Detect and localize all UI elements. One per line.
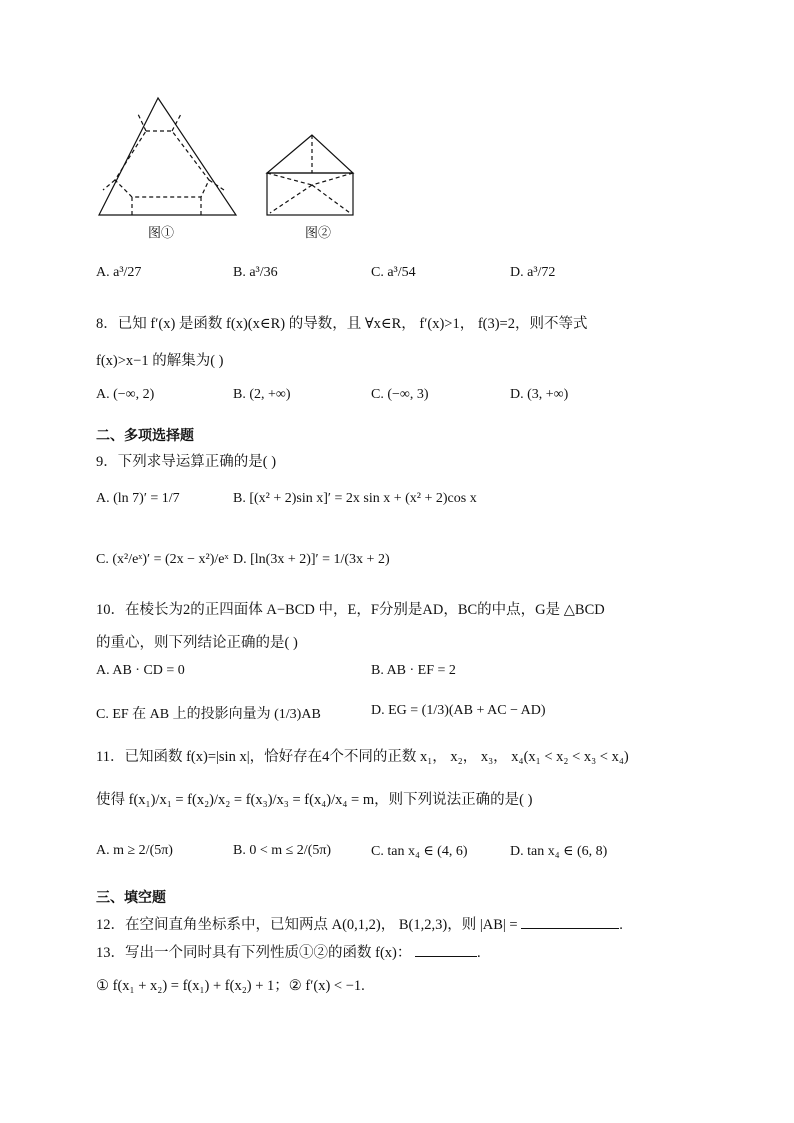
- section-2-heading: 二、多项选择题: [96, 428, 194, 444]
- q13-stem-line1: [96, 941, 481, 962]
- q12-stem: [96, 913, 623, 934]
- q10-option-a: A. AB · CD = 0: [96, 663, 185, 678]
- q10-option-b: B. AB · EF = 2: [371, 663, 456, 678]
- q10-stem-line2: 的重心，则下列结论正确的是( ): [96, 635, 298, 651]
- q11-stem-line1: 11．已知函数 f(x)=|sin x|，恰好存在4个不同的正数 x₁， x₂， x₃， x₄(x₁ < x₂ < x₃ < x₄): [96, 749, 629, 765]
- q8-stem-line1: 8．已知 f′(x) 是函数 f(x)(x∈R) 的导数，且 ∀x∈R， f′(x)>1， f(3)=2，则不等式: [96, 316, 588, 332]
- q11-option-b: B. 0 < m ≤ 2/(5π): [233, 843, 332, 858]
- q7-option-c: C. a³/54: [371, 265, 416, 280]
- q11-stem-line2: 使得 f(x₁)/x₁ = f(x₂)/x₂ = f(x₃)/x₃ = f(x₄)/x₄ = m，则下列说法正确的是( ): [96, 792, 533, 808]
- q11-option-c: C. tan x₄ ∈ (4, 6): [371, 844, 468, 859]
- q8-option-d: D. (3, +∞): [510, 387, 569, 402]
- q11-option-a: A. m ≥ 2/(5π): [96, 843, 173, 858]
- figure-2-label: 图②: [305, 225, 332, 240]
- q12-end: .: [619, 917, 623, 933]
- q10-stem-line1: 10．在棱长为2的正四面体 A−BCD 中，E，F分别是AD，BC的中点，G是 △BCD: [96, 602, 605, 618]
- q8-option-c: C. (−∞, 3): [371, 387, 429, 402]
- q7-option-d: D. a³/72: [510, 265, 556, 280]
- q9-option-d: D. [ln(3x + 2)]′ = 1/(3x + 2): [233, 552, 390, 567]
- geometry-figures: [90, 90, 390, 250]
- figure-1-triangle: [99, 98, 236, 215]
- q10-option-c: C. EF 在 AB 上的投影向量为 (1/3)AB: [96, 707, 321, 722]
- q9-option-c: C. (x²/eˣ)′ = (2x − x²)/eˣ: [96, 552, 229, 567]
- section-3-heading: 三、填空题: [96, 890, 166, 906]
- q8-option-a: A. (−∞, 2): [96, 387, 155, 402]
- figures-area: [90, 90, 390, 250]
- q8-stem-line2: f(x)>x−1 的解集为( ): [96, 353, 224, 369]
- q12-text: 12．在空间直角坐标系中，已知两点 A(0,1,2)， B(1,2,3)，则 |AB| =: [96, 917, 518, 933]
- q13-answer-blank[interactable]: [415, 956, 477, 957]
- q12-answer-blank[interactable]: [521, 928, 619, 929]
- q10-option-d: D. EG = (1/3)(AB + AC − AD): [371, 703, 546, 718]
- q13-text: 13．写出一个同时具有下列性质①②的函数 f(x)：: [96, 945, 412, 961]
- q7-option-a: A. a³/27: [96, 265, 142, 280]
- figure-2-prism: [267, 135, 353, 215]
- q9-option-b: B. [(x² + 2)sin x]′ = 2x sin x + (x² + 2)cos x: [233, 491, 477, 506]
- q11-option-d: D. tan x₄ ∈ (6, 8): [510, 844, 608, 859]
- q9-option-a: A. (ln 7)′ = 1/7: [96, 491, 180, 506]
- q13-end: .: [476, 945, 481, 961]
- q9-stem: 9．下列求导运算正确的是( ): [96, 454, 277, 470]
- figure-1-label: 图①: [148, 225, 175, 240]
- q7-option-b: B. a³/36: [233, 265, 278, 280]
- q13-stem-line2: ① f(x₁ + x₂) = f(x₁) + f(x₂) + 1；② f′(x) < −1.: [96, 978, 365, 994]
- q8-option-b: B. (2, +∞): [233, 387, 291, 402]
